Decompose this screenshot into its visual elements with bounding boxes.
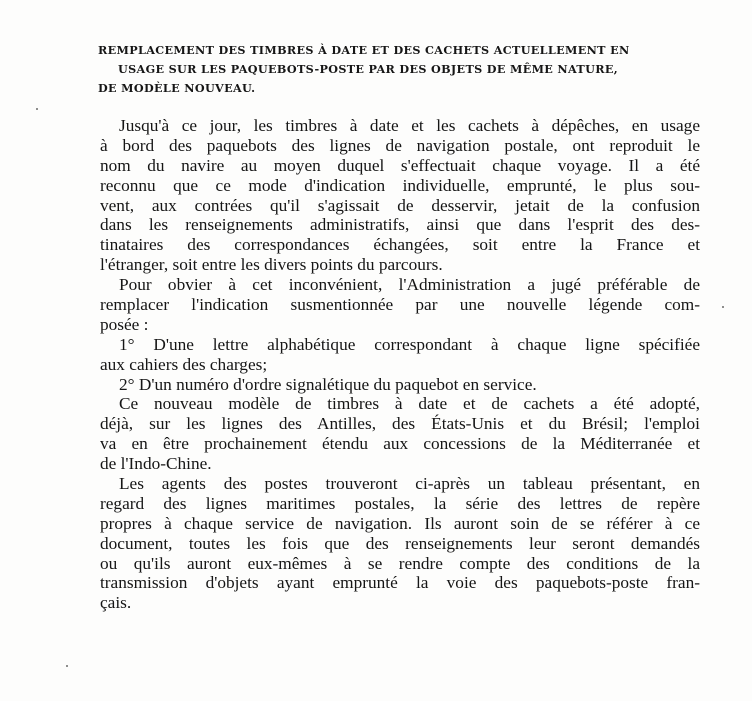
text-line: va en être prochainement étendu aux concessions de la Méditerranée et: [100, 434, 700, 454]
paragraph-remedy: [100, 275, 700, 335]
text-line: dans les renseignements administratifs, ainsi que dans l'esprit des des-: [100, 215, 700, 235]
text-line: çais.: [100, 593, 132, 613]
scan-speck: [66, 665, 68, 667]
text-line: de l'Indo-Chine.: [100, 454, 212, 474]
text-line: 1° D'une lettre alphabétique correspondant à chaque ligne spécifiée: [119, 334, 700, 354]
text-line: remplacer l'indication susmentionnée par une nouvelle légende com-: [100, 295, 700, 315]
heading-line: REMPLACEMENT DES TIMBRES À DATE ET DES CACHETS ACTUELLEMENT EN: [98, 43, 630, 57]
text-line: posée :: [100, 314, 149, 334]
heading-line: USAGE SUR LES PAQUEBOTS-POSTE PAR DES OBJETS DE MÊME NATURE,: [118, 62, 618, 76]
text-line: nom du navire au moyen duquel s'effectuait chaque voyage. Il a été: [100, 155, 700, 175]
heading-line: DE MODÈLE NOUVEAU.: [98, 81, 256, 95]
text-line: ou qu'ils auront eux-mêmes à se rendre compte des conditions de la: [100, 553, 700, 573]
text-line: Ce nouveau modèle de timbres à date et de cachets a été adopté,: [119, 394, 700, 414]
text-line: 2° D'un numéro d'ordre signalétique du paquebot en service.: [119, 374, 537, 394]
paragraph-adoption: [100, 394, 700, 474]
scan-speck: [722, 306, 724, 308]
text-line: reconnu que ce mode d'indication individuelle, emprunté, le plus sou-: [100, 175, 700, 195]
text-line: Jusqu'à ce jour, les timbres à date et les cachets à dépêches, en usage: [119, 116, 700, 135]
text-line: regard des lignes maritimes postales, la série des lettres de repère: [100, 493, 700, 513]
text-line: document, toutes les fois que des renseignements leur seront demandés: [100, 533, 700, 553]
scan-speck: [36, 108, 38, 110]
text-line: vent, aux contrées qu'il s'agissait de desservir, jetait de la confusion: [100, 195, 700, 215]
list-item-letter: [100, 335, 700, 375]
text-line: tinataires des correspondances échangées, soit entre la France et: [100, 235, 700, 255]
text-line: transmission d'objets ayant emprunté la voie des paquebots-poste fran-: [100, 573, 700, 593]
list-item-number: [100, 375, 700, 395]
text-line: aux cahiers des charges;: [100, 354, 268, 374]
text-line: propres à chaque service de navigation. Ils auront soin de se référer à ce: [100, 513, 700, 533]
text-line: à bord des paquebots des lignes de navigation postale, ont reproduit le: [100, 135, 700, 155]
document-heading: [98, 41, 698, 98]
document-body: [100, 116, 700, 613]
text-line: Pour obvier à cet inconvénient, l'Administration a jugé préférable de: [119, 275, 700, 295]
text-line: Les agents des postes trouveront ci-après un tableau présentant, en: [119, 474, 700, 494]
text-line: déjà, sur les lignes des Antilles, des États-Unis et du Brésil; l'emploi: [100, 414, 700, 434]
text-line: l'étranger, soit entre les divers points du parcours.: [100, 255, 443, 275]
paragraph-instructions: [100, 474, 700, 613]
paragraph-intro: [100, 116, 700, 275]
